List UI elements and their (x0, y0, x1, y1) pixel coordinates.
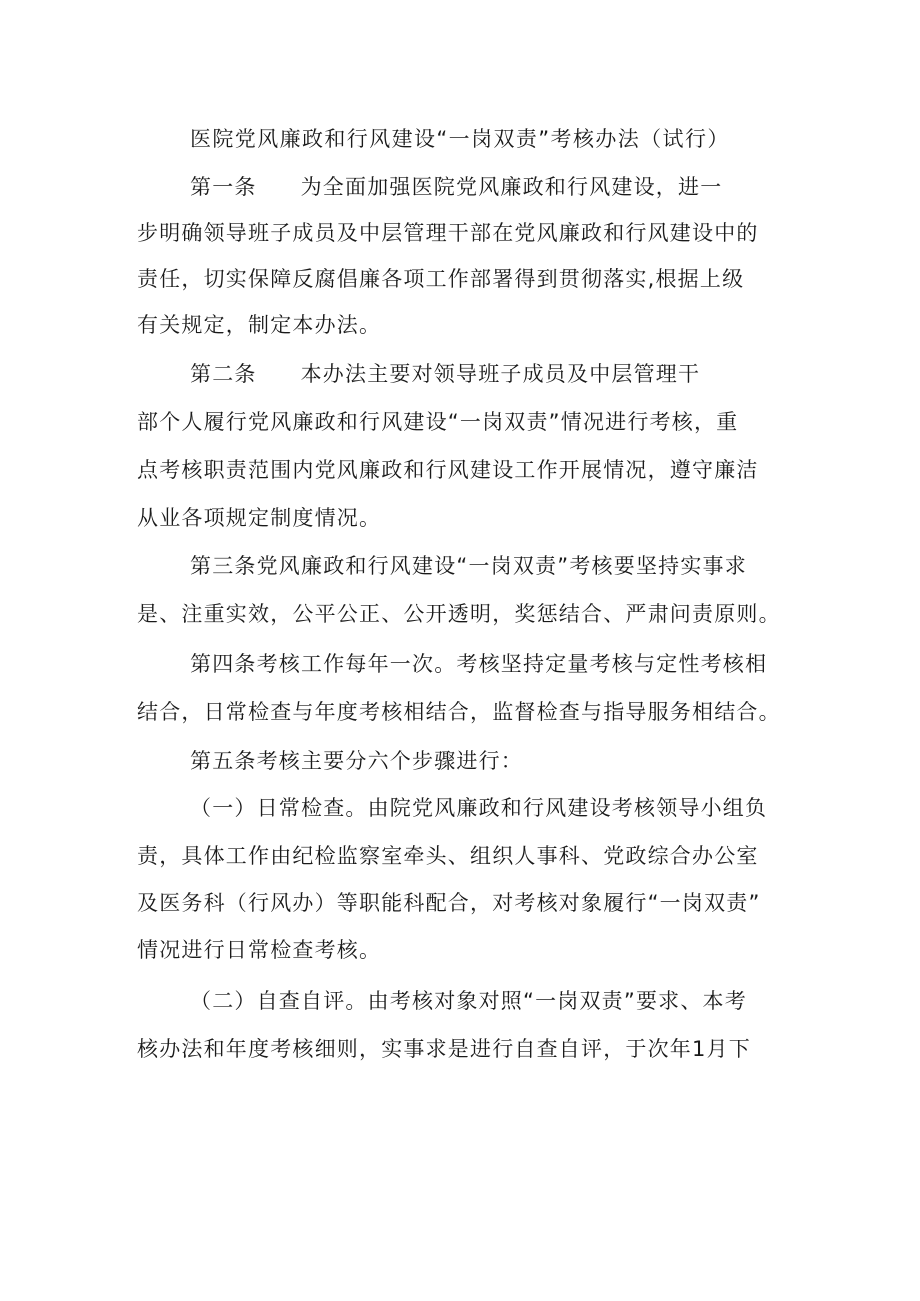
article-4-line-2: 结合，日常检查与年度考核相结合，监督检查与指导服务相结合。 (137, 700, 781, 724)
step-1-line-2: 责，具体工作由纪检监察室牵头、组织人事科、党政综合办公室 (137, 844, 759, 868)
article-1-line-2: 步明确领导班子成员及中层管理干部在党风廉政和行风建设中的 (137, 221, 759, 245)
step-2-line-1: （二）自查自评。由考核对象对照“一岗双责”要求、本考 (190, 989, 747, 1013)
article-5-line-1: 第五条考核主要分六个步骤进行： (190, 749, 523, 773)
article-3-line-2: 是、注重实效，公平公正、公开透明，奖惩结合、严肃问责原则。 (137, 602, 781, 626)
article-2-line-4: 从业各项规定制度情况。 (137, 506, 382, 530)
article-2-line-2: 部个人履行党风廉政和行风建设“一岗双责”情况进行考核，重 (137, 410, 739, 434)
article-2-first-line (190, 359, 700, 389)
step-1-line-4: 情况进行日常检查考核。 (137, 938, 382, 962)
article-1-first-line (190, 172, 722, 202)
step-1-line-3: 及医务科（行风办）等职能科配合，对考核对象履行“一岗双责” (137, 891, 761, 915)
article-2-line-1: 本办法主要对领导班子成员及中层管理干 (300, 362, 701, 386)
article-1-line-3: 责任，切实保障反腐倡廉各项工作部署得到贯彻落实,根据上级 (137, 267, 745, 291)
article-3-line-1: 第三条党风廉政和行风建设“一岗双责”考核要坚持实事求 (190, 554, 747, 578)
article-1-label: 第一条 (190, 175, 257, 199)
step-1-line-1: （一）日常检查。由院党风廉政和行风建设考核领导小组负 (190, 796, 768, 820)
article-1-line-1: 为全面加强医院党风廉政和行风建设，进一 (300, 175, 723, 199)
article-4-line-1: 第四条考核工作每年一次。考核坚持定量考核与定性考核相 (190, 652, 768, 676)
document-title: 医院党风廉政和行风建设“一岗双责”考核办法（试行） (190, 127, 730, 151)
article-1-line-4: 有关规定，制定本办法。 (137, 313, 382, 337)
article-2-label: 第二条 (190, 362, 257, 386)
step-2-line-2: 核办法和年度考核细则，实事求是进行自查自评，于次年1月下 (137, 1037, 751, 1061)
article-2-line-3: 点考核职责范围内党风廉政和行风建设工作开展情况，遵守廉洁 (137, 458, 759, 482)
